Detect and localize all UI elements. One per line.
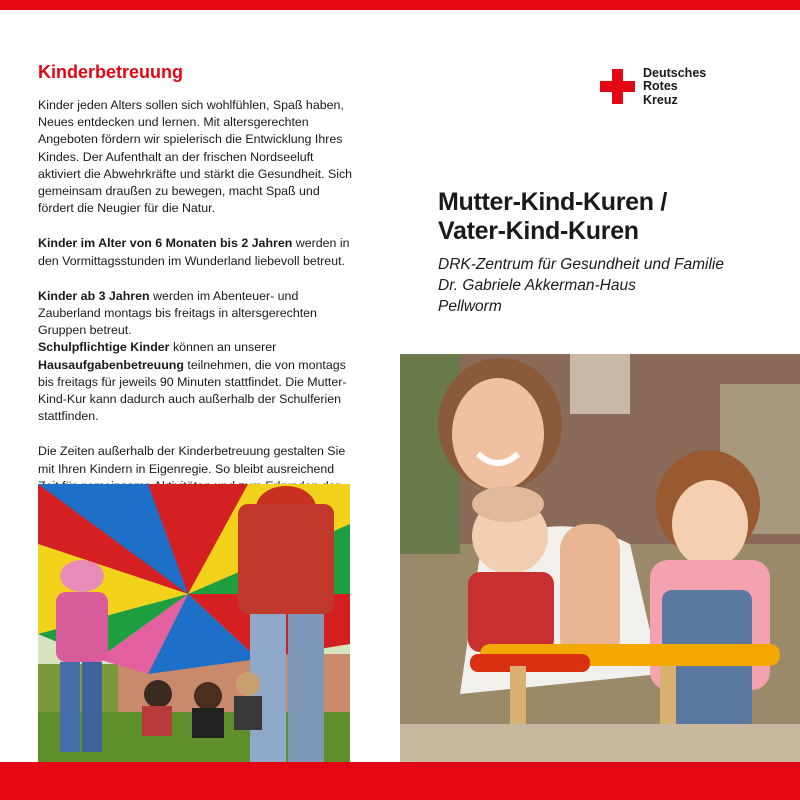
age3-paragraph [38,288,356,340]
top-red-bar [0,0,800,10]
infants-bold: Kinder im Alter von 6 Monaten bis 2 Jahren [38,236,293,251]
logo-line-3: Kreuz [643,92,678,107]
outro-paragraph: Die Zeiten außerhalb der Kinderbetreuung gestalten Sie mit Ihren Kindern in Eigenregie. So bleibt ausreichend [38,444,346,476]
parachute-play-photo [38,484,350,762]
mother-children-photo [400,354,800,762]
school-bold: Schulpflichtige Kinder [38,340,170,355]
school-mid: können an unserer [169,340,277,355]
age3-bold: Kinder ab 3 Jahren [38,288,150,303]
drk-logo [600,67,740,107]
childcare-section [38,62,356,530]
logo-line-2: Rotes [643,79,678,94]
school-text: teilnehmen, die von montags bis freitags für jeweils 90 Minuten stattfindet. Die Mutter-Kind-Kur kann dadurch auch außerhalb der Schulferien stattfinden. [38,357,347,424]
title-line-2: Vater-Kind-Kuren [438,217,639,245]
subtitle-line-3: Pellworm [438,298,502,315]
red-cross-icon [600,69,635,104]
logo-line-1: Deutsches [643,66,707,80]
school-paragraph [38,339,356,425]
logo-text [643,67,706,107]
section-title: Kinderbetreuung [38,62,184,82]
bottom-red-bar [0,762,800,800]
age3-text: werden im Abenteuer- und Zauberland montags bis freitags in altersgerechten Gruppen betreut. [38,288,317,338]
title-line-1: Mutter-Kind-Kuren / [438,188,667,216]
subtitle-line-1: DRK-Zentrum für Gesundheit und Familie [438,256,725,273]
homework-bold: Hausaufgabenbetreuung [38,357,184,372]
subtitle-line-2: Dr. Gabriele Akkerman-Haus [438,277,636,294]
infants-paragraph [38,235,356,269]
cover-heading [438,188,778,317]
infants-text: werden in den Vormittagsstunden im Wunderland liebevoll betreut. [38,236,350,268]
intro-paragraph: Kinder jeden Alters sollen sich wohlfühlen, Spaß haben, Neues entdecken und lernen. Mit altersgerechten Angeboten fördern wir spielerisch die Entwicklung Ihres Kindes. Der Aufenthalt an der frischen Nordseeluft aktiviert die Abwehrkräfte und stärkt die Gesundheit. Sich gemeinsam draußen zu bewegen, macht Spaß und fördert die Neugier für die Natur. [38,98,353,216]
